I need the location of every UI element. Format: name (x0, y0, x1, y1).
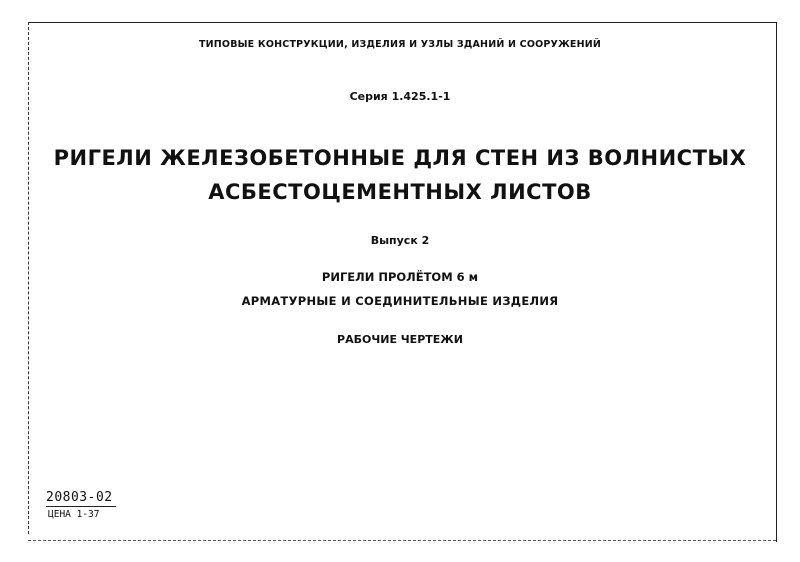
catalog-code: 20803-02 (46, 490, 116, 507)
subtitle-line-1: РИГЕЛИ ПРОЛЁТОМ 6 м (321, 270, 479, 284)
series-number: Серия 1.425.1-1 (349, 90, 451, 103)
title-line-2: АСБЕСТОЦЕМЕНТНЫХ ЛИСТОВ (208, 180, 592, 204)
issue-number: Выпуск 2 (370, 234, 430, 247)
price-label: ЦЕНА 1-37 (48, 509, 100, 520)
frame-top-border (28, 22, 776, 23)
title-line-1: РИГЕЛИ ЖЕЛЕЗОБЕТОННЫЕ ДЛЯ СТЕН ИЗ ВОЛНИСТЫХ (53, 146, 747, 170)
catalog-stamp (46, 486, 116, 520)
subtitle-line-2: АРМАТУРНЫЕ И СОЕДИНИТЕЛЬНЫЕ ИЗДЕЛИЯ (241, 294, 559, 308)
frame-bottom-border (28, 540, 776, 541)
document-header: ТИПОВЫЕ КОНСТРУКЦИИ, ИЗДЕЛИЯ И УЗЛЫ ЗДАНИЙ И СООРУЖЕНИЙ (198, 39, 602, 50)
subtitle-line-3: РАБОЧИЕ ЧЕРТЕЖИ (337, 333, 463, 346)
